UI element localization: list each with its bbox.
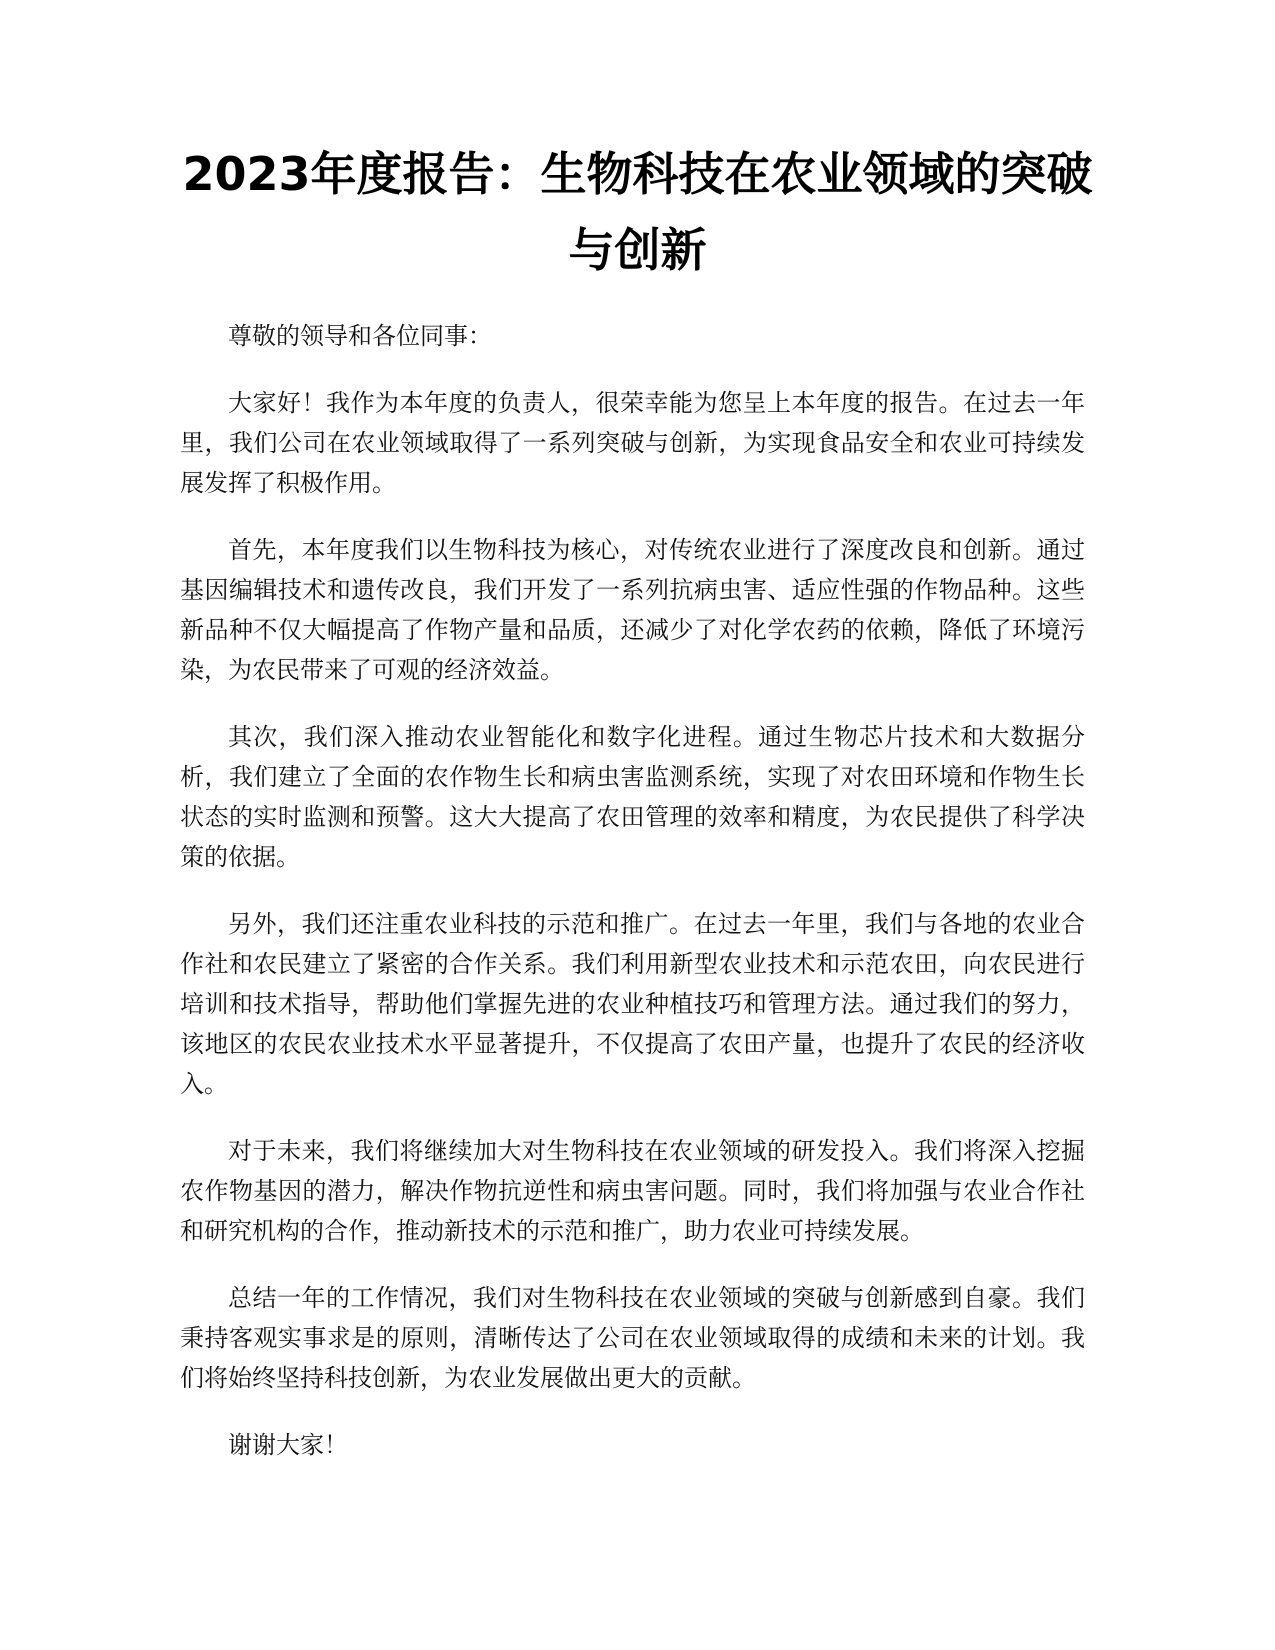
document-title: 2023年度报告：生物科技在农业领域的突破与创新 <box>182 147 1093 277</box>
paragraph-biotech-improvement: 首先，本年度我们以生物科技为核心，对传统农业进行了深度改良和创新。通过基因编辑技术和遗传改良，我们开发了一系列抗病虫害、适应性强的作物品种。这些新品种不仅大幅提高了作物产量和品质，还减少了对化学农药的依赖，降低了环境污染，为农民带来了可观的经济效益。 <box>180 536 1085 684</box>
salutation: 尊敬的领导和各位同事： <box>228 322 492 350</box>
document-body <box>180 316 1085 1465</box>
paragraph-summary: 总结一年的工作情况，我们对生物科技在农业领域的突破与创新感到自豪。我们秉持客观实事求是的原则，清晰传达了公司在农业领域取得的成绩和未来的计划。我们将始终坚持科技创新，为农业发展做出更大的贡献。 <box>180 1284 1085 1392</box>
paragraph-future-plan: 对于未来，我们将继续加大对生物科技在农业领域的研发投入。我们将深入挖掘农作物基因的潜力，解决作物抗逆性和病虫害问题。同时，我们将加强与农业合作社和研究机构的合作，推动新技术的示范和推广，助力农业可持续发展。 <box>180 1137 1085 1245</box>
paragraph-greeting: 大家好！我作为本年度的负责人，很荣幸能为您呈上本年度的报告。在过去一年里，我们公司在农业领域取得了一系列突破与创新，为实现食品安全和农业可持续发展发挥了积极作用。 <box>180 389 1085 497</box>
paragraph-digitalization: 其次，我们深入推动农业智能化和数字化进程。通过生物芯片技术和大数据分析，我们建立了全面的农作物生长和病虫害监测系统，实现了对农田环境和作物生长状态的实时监测和预警。这大大提高了农田管理的效率和精度，为农民提供了科学决策的依据。 <box>180 723 1085 871</box>
closing-thanks: 谢谢大家！ <box>228 1431 348 1459</box>
paragraph-demonstration-promotion: 另外，我们还注重农业科技的示范和推广。在过去一年里，我们与各地的农业合作社和农民建立了紧密的合作关系。我们利用新型农业技术和示范农田，向农民进行培训和技术指导，帮助他们掌握先进的农业种植技巧和管理方法。通过我们的努力，该地区的农民农业技术水平显著提升，不仅提高了农田产量，也提升了农民的经济收入。 <box>180 910 1085 1098</box>
